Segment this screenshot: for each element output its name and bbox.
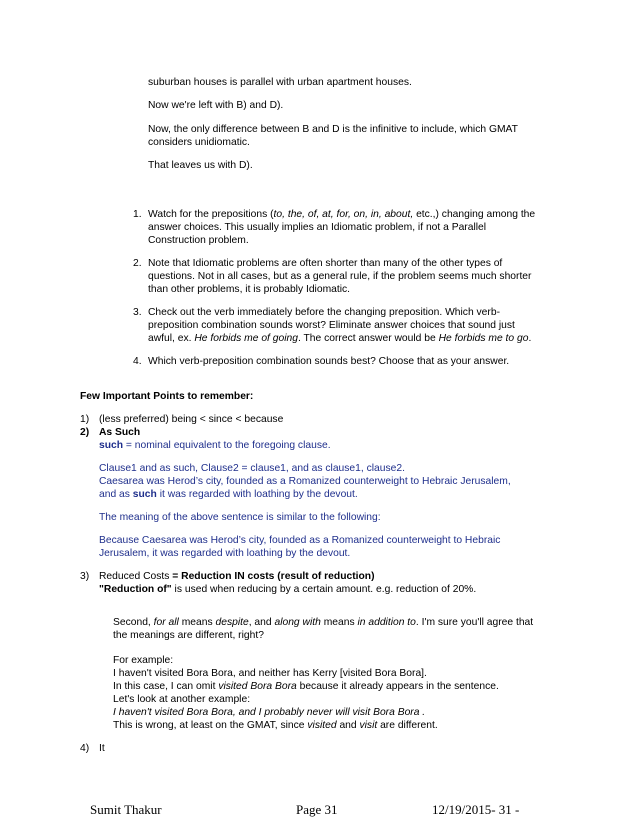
- point-1-text: (less preferred) being < since < because: [99, 414, 284, 425]
- second-paragraph-line-1: Second, for all means despite, and along with means in addition to. I'm sure you'll agree that: [113, 617, 534, 628]
- tip-4-line-1: Which verb-preposition combination sounds best? Choose that as your answer.: [148, 356, 510, 367]
- point-3-line-2: "Reduction of" is used when reducing by a certain amount. e.g. reduction of 20%.: [99, 584, 477, 595]
- example-line-4: I haven't visited Bora Bora, and I probably never will visit Bora Bora .: [113, 707, 426, 718]
- tip-number: 2.: [133, 258, 142, 269]
- footer-date: 12/19/2015- 31 -: [432, 802, 520, 817]
- tip-number: 1.: [133, 209, 142, 220]
- example-line-1: I haven't visited Bora Bora, and neither has Kerry [visited Bora Bora].: [113, 668, 427, 679]
- tip-3-line-1: Check out the verb immediately before the changing preposition. Which verb-: [148, 307, 500, 318]
- tip-2-line-3: than other problems, it is probably Idiomatic.: [148, 284, 351, 295]
- tip-3-line-3: awful, ex. He forbids me of going. The correct answer would be He forbids me to go.: [148, 333, 532, 344]
- point-3-line-1: Reduced Costs = Reduction IN costs (result of reduction): [99, 571, 375, 582]
- intro-paragraph-4: That leaves us with D).: [148, 160, 253, 171]
- point-number: 2): [80, 427, 90, 438]
- tip-3-line-2: preposition combination sounds worst? Eliminate answer choices that sound just: [148, 320, 515, 331]
- point-number: 4): [80, 743, 90, 754]
- point-2-meaning: The meaning of the above sentence is similar to the following:: [99, 512, 381, 523]
- example-label: For example:: [113, 655, 174, 666]
- point-2-because-1: Because Caesarea was Herod’s city, founded as a Romanized counterweight to Hebraic: [99, 535, 501, 546]
- intro-paragraph-3b: considers unidiomatic.: [148, 137, 250, 148]
- point-4-text: It: [99, 743, 105, 754]
- tip-1-line-3: Construction problem.: [148, 235, 249, 246]
- point-number: 1): [80, 414, 90, 425]
- tip-number: 4.: [133, 356, 142, 367]
- section-heading: Few Important Points to remember:: [80, 391, 254, 402]
- tip-1-line-1: Watch for the prepositions (to, the, of, at, for, on, in, about, etc.,) changing among the: [148, 209, 536, 220]
- tip-number: 3.: [133, 307, 142, 318]
- example-line-3: Let's look at another example:: [113, 694, 251, 705]
- point-2-because-2: Jerusalem, it was regarded with loathing by the devout.: [99, 548, 351, 559]
- tip-2-line-1: Note that Idiomatic problems are often shorter than many of the other types of: [148, 258, 503, 269]
- tip-1-line-2: answer choices. This usually implies an Idiomatic problem, if not a Parallel: [148, 222, 487, 233]
- footer-author: Sumit Thakur: [90, 802, 162, 817]
- point-2-example-3: and as such it was regarded with loathing by the devout.: [99, 489, 358, 500]
- second-paragraph-line-2: the meanings are different, right?: [113, 630, 264, 641]
- point-2-title: As Such: [99, 427, 141, 438]
- example-line-2: In this case, I can omit visited Bora Bora because it already appears in the sentence.: [113, 681, 499, 692]
- intro-paragraph-2: Now we're left with B) and D).: [148, 100, 284, 111]
- intro-paragraph-1: suburban houses is parallel with urban apartment houses.: [148, 77, 412, 88]
- point-2-example-1: Clause1 and as such, Clause2 = clause1, and as clause1, clause2.: [99, 463, 405, 474]
- point-number: 3): [80, 571, 90, 582]
- point-2-definition: such = nominal equivalent to the foregoing clause.: [99, 440, 331, 451]
- tip-2-line-2: questions. Not in all cases, but as a general rule, if the problem seems much shorter: [148, 271, 532, 282]
- example-line-5: This is wrong, at least on the GMAT, since visited and visit are different.: [113, 720, 438, 731]
- footer-page: Page 31: [296, 802, 338, 817]
- intro-paragraph-3a: Now, the only difference between B and D is the infinitive to include, which GMAT: [148, 124, 518, 135]
- point-2-example-2: Caesarea was Herod’s city, founded as a Romanized counterweight to Hebraic Jerusalem,: [99, 476, 511, 487]
